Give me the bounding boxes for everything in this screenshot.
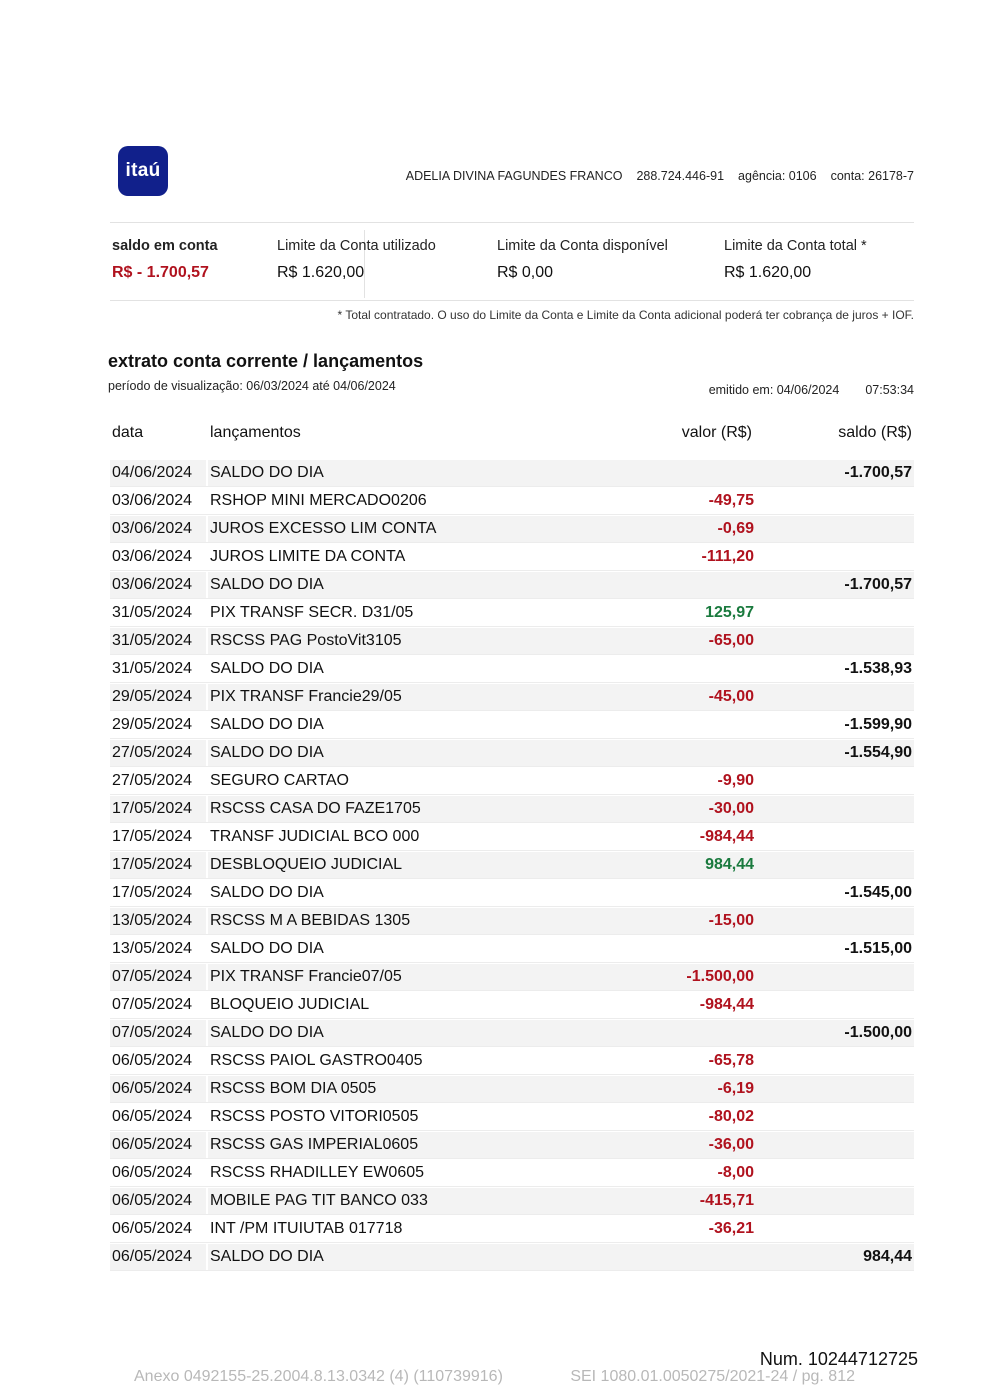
table-row (110, 906, 914, 934)
row-balance (756, 992, 914, 1018)
row-date: 03/06/2024 (110, 488, 206, 514)
table-row (110, 710, 914, 738)
table-row (110, 962, 914, 990)
account-number: conta: 26178-7 (830, 169, 914, 183)
row-value: -36,21 (600, 1216, 756, 1242)
statement-period: período de visualização: 06/03/2024 até 04/06/2024 (108, 379, 396, 393)
row-balance: -1.500,00 (756, 1020, 914, 1046)
row-balance (756, 628, 914, 654)
row-date: 31/05/2024 (110, 628, 206, 654)
row-balance (756, 908, 914, 934)
row-date: 17/05/2024 (110, 880, 206, 906)
row-value: 984,44 (600, 852, 756, 878)
sei-reference: SEI 1080.01.0050275/2021-24 / pg. 812 (570, 1368, 855, 1385)
table-row (110, 1242, 914, 1270)
row-date: 27/05/2024 (110, 768, 206, 794)
row-description: SALDO DO DIA (208, 740, 600, 766)
logo-text: itaú (125, 160, 161, 181)
divider (110, 300, 914, 301)
row-balance (756, 1132, 914, 1158)
row-value (600, 936, 756, 962)
row-value: -1.500,00 (600, 964, 756, 990)
table-row (110, 1074, 914, 1102)
table-row (110, 654, 914, 682)
row-balance (756, 1104, 914, 1130)
row-value: -80,02 (600, 1104, 756, 1130)
summary-label: Limite da Conta total * (724, 238, 867, 254)
row-value: -984,44 (600, 824, 756, 850)
row-balance (756, 1216, 914, 1242)
row-value: -9,90 (600, 768, 756, 794)
row-description: RSCSS POSTO VITORI0505 (208, 1104, 600, 1130)
row-description: PIX TRANSF SECR. D31/05 (208, 600, 600, 626)
row-balance (756, 1160, 914, 1186)
account-header (406, 169, 914, 183)
table-row (110, 878, 914, 906)
itau-logo (118, 146, 168, 196)
row-description: RSCSS BOM DIA 0505 (208, 1076, 600, 1102)
row-value (600, 460, 756, 486)
row-date: 06/05/2024 (110, 1048, 206, 1074)
table-row (110, 486, 914, 514)
row-date: 31/05/2024 (110, 600, 206, 626)
row-balance (756, 516, 914, 542)
row-description: SALDO DO DIA (208, 1020, 600, 1046)
row-description: SALDO DO DIA (208, 712, 600, 738)
table-row (110, 682, 914, 710)
row-description: RSCSS PAIOL GASTRO0405 (208, 1048, 600, 1074)
row-value: -49,75 (600, 488, 756, 514)
account-agency: agência: 0106 (738, 169, 817, 183)
table-row (110, 1102, 914, 1130)
row-value: 125,97 (600, 600, 756, 626)
row-description: RSCSS GAS IMPERIAL0605 (208, 1132, 600, 1158)
row-description: INT /PM ITUIUTAB 017718 (208, 1216, 600, 1242)
row-description: SALDO DO DIA (208, 460, 600, 486)
row-description: SALDO DO DIA (208, 1244, 600, 1270)
row-date: 17/05/2024 (110, 796, 206, 822)
row-date: 06/05/2024 (110, 1244, 206, 1270)
table-row (110, 822, 914, 850)
row-balance: -1.515,00 (756, 936, 914, 962)
row-date: 13/05/2024 (110, 908, 206, 934)
row-balance: -1.554,90 (756, 740, 914, 766)
row-description: JUROS LIMITE DA CONTA (208, 544, 600, 570)
row-date: 29/05/2024 (110, 712, 206, 738)
row-date: 17/05/2024 (110, 852, 206, 878)
row-description: SALDO DO DIA (208, 572, 600, 598)
row-description: BLOQUEIO JUDICIAL (208, 992, 600, 1018)
row-balance (756, 1076, 914, 1102)
account-holder-name: ADELIA DIVINA FAGUNDES FRANCO (405, 169, 623, 183)
row-description: RSCSS M A BEBIDAS 1305 (208, 908, 600, 934)
row-date: 07/05/2024 (110, 964, 206, 990)
row-description: SALDO DO DIA (208, 936, 600, 962)
row-value (600, 1020, 756, 1046)
row-balance (756, 600, 914, 626)
row-value: -65,78 (600, 1048, 756, 1074)
row-value (600, 740, 756, 766)
row-balance: -1.700,57 (756, 460, 914, 486)
summary-value: R$ 0,00 (497, 264, 554, 281)
row-date: 06/05/2024 (110, 1076, 206, 1102)
row-value: -8,00 (600, 1160, 756, 1186)
table-row (110, 850, 914, 878)
row-value (600, 880, 756, 906)
summary-label: Limite da Conta disponível (497, 238, 668, 254)
row-date: 03/06/2024 (110, 516, 206, 542)
row-balance: -1.700,57 (756, 572, 914, 598)
row-balance (756, 544, 914, 570)
table-row (110, 598, 914, 626)
row-balance (756, 824, 914, 850)
row-description: SALDO DO DIA (208, 880, 600, 906)
row-description: SALDO DO DIA (208, 656, 600, 682)
row-value (600, 712, 756, 738)
row-date: 27/05/2024 (110, 740, 206, 766)
row-description: SEGURO CARTAO (208, 768, 600, 794)
divider (110, 222, 914, 223)
row-value: -15,00 (600, 908, 756, 934)
row-balance (756, 684, 914, 710)
account-cpf: 288.724.446-91 (636, 169, 725, 183)
row-date: 04/06/2024 (110, 460, 206, 486)
table-row (110, 1018, 914, 1046)
row-value: -6,19 (600, 1076, 756, 1102)
row-date: 06/05/2024 (110, 1188, 206, 1214)
row-date: 06/05/2024 (110, 1216, 206, 1242)
table-row (110, 934, 914, 962)
column-header-date: data (112, 424, 144, 441)
row-date: 31/05/2024 (110, 656, 206, 682)
row-balance: -1.538,93 (756, 656, 914, 682)
row-balance (756, 488, 914, 514)
table-row (110, 514, 914, 542)
row-balance (756, 768, 914, 794)
row-balance: 984,44 (756, 1244, 914, 1270)
emitted-info (709, 383, 914, 397)
row-description: PIX TRANSF Francie29/05 (208, 684, 600, 710)
column-header-description: lançamentos (210, 424, 301, 441)
row-balance: -1.599,90 (756, 712, 914, 738)
row-description: MOBILE PAG TIT BANCO 033 (208, 1188, 600, 1214)
row-description: RSCSS PAG PostoVit3105 (208, 628, 600, 654)
row-description: DESBLOQUEIO JUDICIAL (208, 852, 600, 878)
row-balance (756, 1048, 914, 1074)
emitted-time: 07:53:34 (865, 383, 914, 397)
row-description: RSHOP MINI MERCADO0206 (208, 488, 600, 514)
table-row (110, 1130, 914, 1158)
summary-label: saldo em conta (112, 238, 218, 254)
row-date: 03/06/2024 (110, 572, 206, 598)
table-row (110, 542, 914, 570)
row-date: 13/05/2024 (110, 936, 206, 962)
row-date: 07/05/2024 (110, 992, 206, 1018)
row-value: -45,00 (600, 684, 756, 710)
row-date: 06/05/2024 (110, 1132, 206, 1158)
row-value: -36,00 (600, 1132, 756, 1158)
row-value: -65,00 (600, 628, 756, 654)
row-value (600, 572, 756, 598)
balance-summary (110, 224, 914, 300)
row-value: -30,00 (600, 796, 756, 822)
emitted-date: emitido em: 04/06/2024 (708, 383, 840, 397)
table-row (110, 1158, 914, 1186)
transactions-table (110, 458, 914, 1270)
row-date: 06/05/2024 (110, 1160, 206, 1186)
row-balance (756, 852, 914, 878)
row-description: PIX TRANSF Francie07/05 (208, 964, 600, 990)
table-row (110, 766, 914, 794)
row-description: TRANSF JUDICIAL BCO 000 (208, 824, 600, 850)
table-row (110, 626, 914, 654)
row-separator (110, 1270, 914, 1271)
row-date: 03/06/2024 (110, 544, 206, 570)
row-value: -111,20 (600, 544, 756, 570)
table-row (110, 990, 914, 1018)
row-value: -984,44 (600, 992, 756, 1018)
summary-value: R$ 1.620,00 (277, 264, 365, 281)
table-row (110, 1186, 914, 1214)
row-balance (756, 1188, 914, 1214)
row-balance: -1.545,00 (756, 880, 914, 906)
row-date: 07/05/2024 (110, 1020, 206, 1046)
column-header-value: valor (R$) (681, 424, 752, 441)
table-row (110, 570, 914, 598)
row-date: 06/05/2024 (110, 1104, 206, 1130)
row-value (600, 1244, 756, 1270)
summary-value: R$ 1.620,00 (724, 264, 812, 281)
document-number: Num. 10244712725 (759, 1349, 918, 1369)
annex-reference: Anexo 0492155-25.2004.8.13.0342 (4) (110739916) (134, 1368, 503, 1385)
row-date: 29/05/2024 (110, 684, 206, 710)
summary-value: R$ - 1.700,57 (112, 264, 209, 281)
row-date: 17/05/2024 (110, 824, 206, 850)
row-description: RSCSS RHADILLEY EW0605 (208, 1160, 600, 1186)
row-description: JUROS EXCESSO LIM CONTA (208, 516, 600, 542)
table-row (110, 458, 914, 486)
table-row (110, 1214, 914, 1242)
column-header-balance: saldo (R$) (838, 424, 912, 441)
summary-label: Limite da Conta utilizado (277, 238, 436, 254)
table-row (110, 1046, 914, 1074)
limit-footnote: * Total contratado. O uso do Limite da Conta e Limite da Conta adicional poderá ter cobrança de juros + IOF. (337, 308, 914, 322)
row-value: -0,69 (600, 516, 756, 542)
row-value (600, 656, 756, 682)
table-row (110, 738, 914, 766)
row-balance (756, 796, 914, 822)
statement-title: extrato conta corrente / lançamentos (108, 351, 424, 371)
row-value: -415,71 (600, 1188, 756, 1214)
table-row (110, 794, 914, 822)
row-description: RSCSS CASA DO FAZE1705 (208, 796, 600, 822)
row-balance (756, 964, 914, 990)
